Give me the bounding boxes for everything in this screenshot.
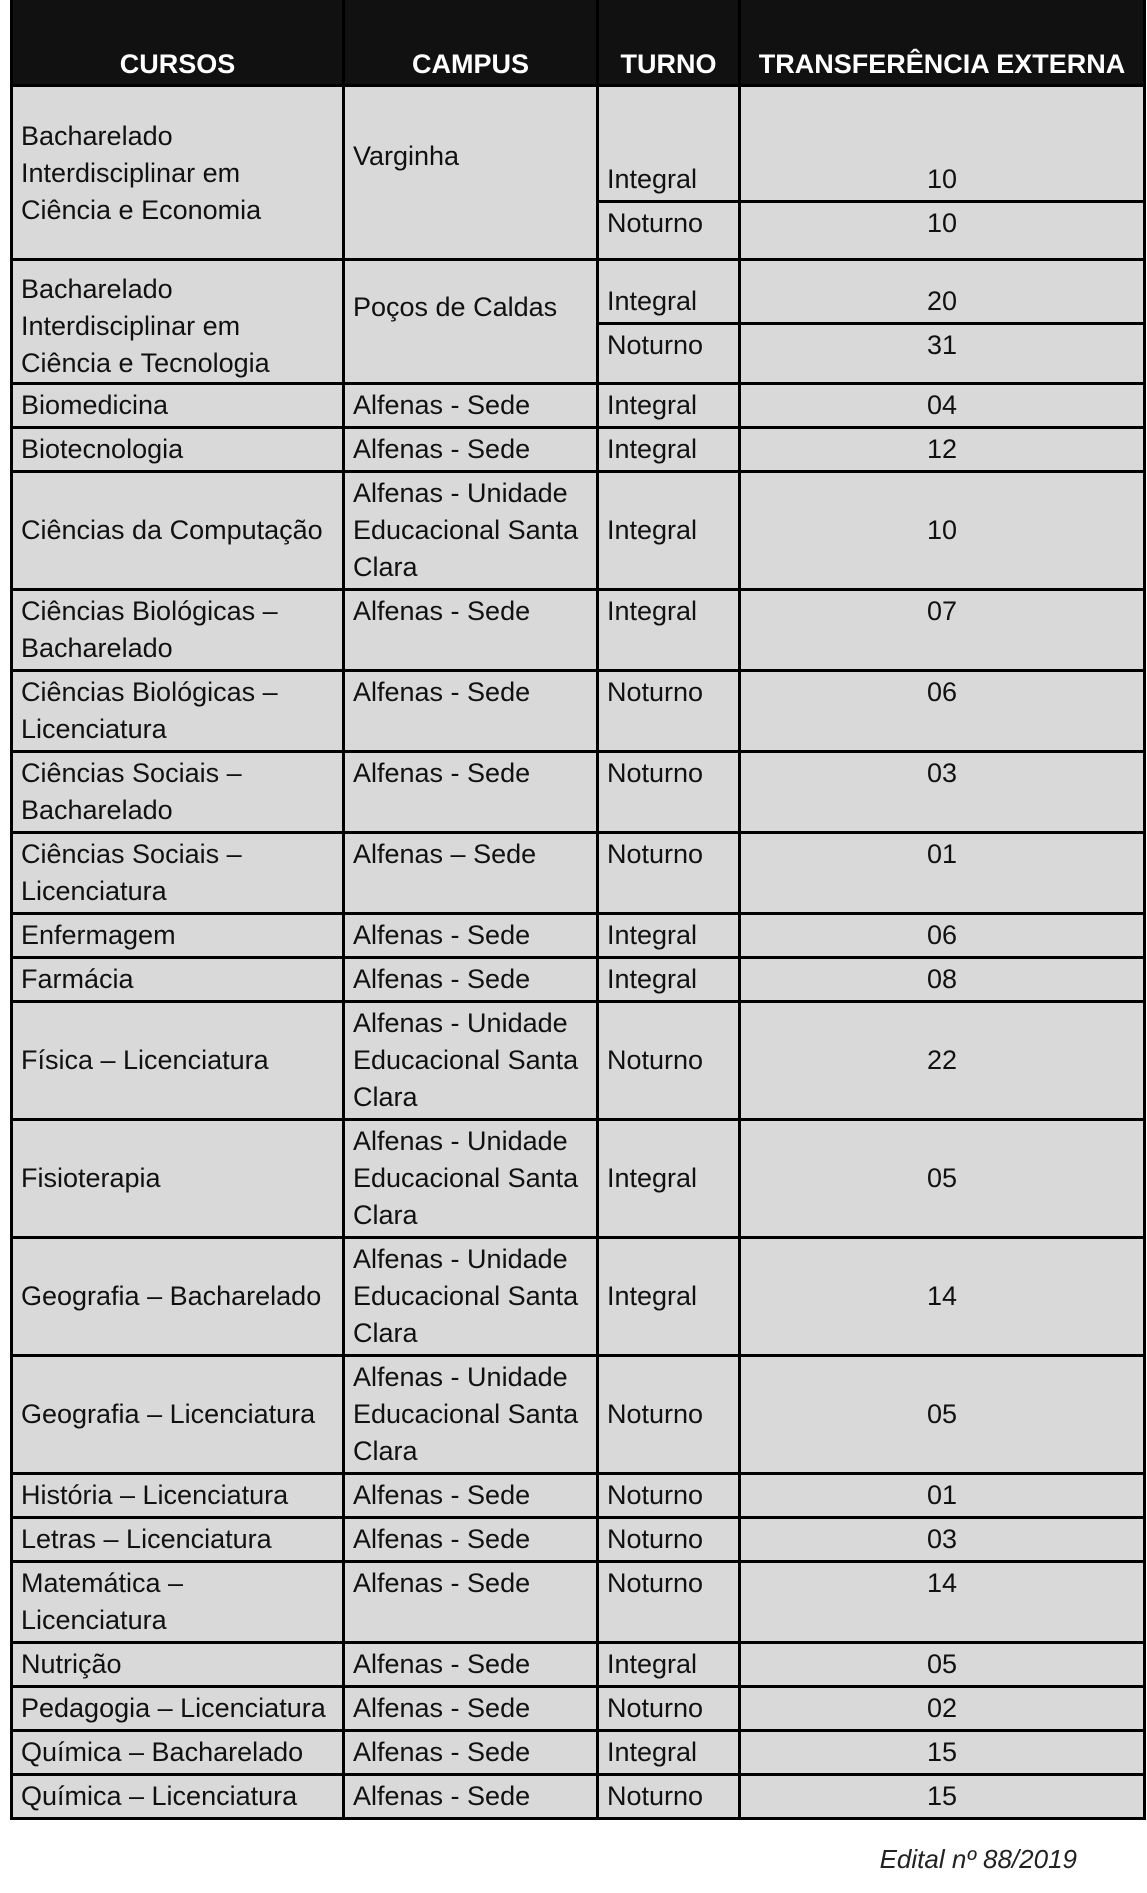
table-row [12, 86, 1145, 202]
campus-cell: Alfenas - Sede [344, 1731, 598, 1775]
table-row [12, 1643, 1145, 1687]
campus-cell: Alfenas - Sede [344, 1474, 598, 1518]
table-row [12, 752, 1145, 833]
curso-cell: Geografia – Bacharelado [12, 1238, 344, 1356]
vagas-cell: 03 [740, 752, 1145, 833]
vagas-cell: 14 [740, 1238, 1145, 1356]
vagas-cell: 15 [740, 1775, 1145, 1819]
curso-cell: Biomedicina [12, 384, 344, 428]
table-row [12, 1687, 1145, 1731]
curso-cell: Ciências Biológicas – Bacharelado [12, 590, 344, 671]
curso-cell: Letras – Licenciatura [12, 1518, 344, 1562]
campus-cell: Alfenas - Sede [344, 1562, 598, 1643]
campus-cell: Alfenas - Sede [344, 958, 598, 1002]
campus-cell: Alfenas - Unidade Educacional Santa Clara [344, 1002, 598, 1120]
turno-cell: Noturno [598, 833, 740, 914]
table-row [12, 1562, 1145, 1643]
vagas-cell: 31 [740, 324, 1145, 384]
vagas-cell: 05 [740, 1356, 1145, 1474]
table-row [12, 833, 1145, 914]
turno-cell: Noturno [598, 1474, 740, 1518]
curso-cell: Química – Licenciatura [12, 1775, 344, 1819]
turno-cell: Integral [598, 1643, 740, 1687]
vagas-cell: 10 [740, 86, 1145, 202]
turno-cell: Noturno [598, 1687, 740, 1731]
vagas-cell: 06 [740, 914, 1145, 958]
curso-cell: Fisioterapia [12, 1120, 344, 1238]
table-row [12, 671, 1145, 752]
campus-cell: Alfenas - Unidade Educacional Santa Clara [344, 1120, 598, 1238]
table-row [12, 1731, 1145, 1775]
vagas-cell: 10 [740, 472, 1145, 590]
turno-cell: Noturno [598, 1002, 740, 1120]
vagas-cell: 12 [740, 428, 1145, 472]
table-row [12, 1120, 1145, 1238]
campus-cell: Alfenas - Unidade Educacional Santa Clara [344, 1356, 598, 1474]
vagas-cell: 20 [740, 260, 1145, 324]
vagas-cell: 05 [740, 1120, 1145, 1238]
curso-cell: Ciências Biológicas – Licenciatura [12, 671, 344, 752]
turno-cell: Noturno [598, 202, 740, 260]
turno-cell: Integral [598, 384, 740, 428]
table-row [12, 1474, 1145, 1518]
turno-cell: Integral [598, 86, 740, 202]
vagas-cell: 07 [740, 590, 1145, 671]
vagas-cell: 22 [740, 1002, 1145, 1120]
curso-cell: Física – Licenciatura [12, 1002, 344, 1120]
header-turno: TURNO [598, 0, 740, 86]
turno-cell: Integral [598, 590, 740, 671]
curso-cell: Química – Bacharelado [12, 1731, 344, 1775]
campus-cell: Alfenas - Sede [344, 384, 598, 428]
turno-cell: Noturno [598, 671, 740, 752]
turno-cell: Integral [598, 1120, 740, 1238]
turno-cell: Integral [598, 260, 740, 324]
curso-cell: Farmácia [12, 958, 344, 1002]
turno-cell: Noturno [598, 324, 740, 384]
turno-cell: Noturno [598, 752, 740, 833]
vagas-cell: 02 [740, 1687, 1145, 1731]
vagas-cell: 04 [740, 384, 1145, 428]
vagas-cell: 01 [740, 1474, 1145, 1518]
turno-cell: Noturno [598, 1518, 740, 1562]
campus-cell: Alfenas - Sede [344, 671, 598, 752]
header-cursos: CURSOS [12, 0, 344, 86]
curso-cell: Ciências Sociais – Licenciatura [12, 833, 344, 914]
campus-cell: Alfenas - Sede [344, 914, 598, 958]
curso-cell: Pedagogia – Licenciatura [12, 1687, 344, 1731]
table-row [12, 428, 1145, 472]
turno-cell: Noturno [598, 1356, 740, 1474]
edital-footer: Edital nº 88/2019 [879, 1844, 1077, 1874]
vagas-cell: 06 [740, 671, 1145, 752]
campus-cell: Alfenas - Sede [344, 1687, 598, 1731]
campus-cell: Alfenas - Sede [344, 1643, 598, 1687]
table-row [12, 1238, 1145, 1356]
campus-cell: Alfenas - Sede [344, 590, 598, 671]
turno-cell: Integral [598, 1731, 740, 1775]
turno-cell: Integral [598, 958, 740, 1002]
vacancy-table [10, 0, 1146, 1820]
table-row [12, 1356, 1145, 1474]
vagas-cell: 08 [740, 958, 1145, 1002]
turno-cell: Integral [598, 914, 740, 958]
curso-cell: Matemática – Licenciatura [12, 1562, 344, 1643]
table-row [12, 958, 1145, 1002]
curso-cell: Ciências da Computação [12, 472, 344, 590]
table-row [12, 472, 1145, 590]
curso-cell: Ciências Sociais – Bacharelado [12, 752, 344, 833]
turno-cell: Integral [598, 428, 740, 472]
curso-cell: Nutrição [12, 1643, 344, 1687]
vagas-cell: 03 [740, 1518, 1145, 1562]
turno-cell: Integral [598, 1238, 740, 1356]
turno-cell: Integral [598, 472, 740, 590]
vagas-cell: 14 [740, 1562, 1145, 1643]
campus-cell: Alfenas - Sede [344, 1518, 598, 1562]
table-row [12, 914, 1145, 958]
table-row [12, 260, 1145, 324]
header-row [12, 0, 1145, 86]
table-row [12, 1518, 1145, 1562]
vagas-cell: 01 [740, 833, 1145, 914]
table-row [12, 1002, 1145, 1120]
header-transferencia: TRANSFERÊNCIA EXTERNA [740, 0, 1145, 86]
vagas-cell: 05 [740, 1643, 1145, 1687]
campus-cell: Alfenas - Unidade Educacional Santa Clara [344, 472, 598, 590]
vagas-cell: 15 [740, 1731, 1145, 1775]
curso-cell: Geografia – Licenciatura [12, 1356, 344, 1474]
campus-cell: Alfenas - Sede [344, 1775, 598, 1819]
campus-cell: Alfenas – Sede [344, 833, 598, 914]
vagas-cell: 10 [740, 202, 1145, 260]
curso-cell: Bacharelado Interdisciplinar em Ciência e Economia [12, 86, 344, 260]
table-row [12, 590, 1145, 671]
campus-cell: Alfenas - Unidade Educacional Santa Clara [344, 1238, 598, 1356]
campus-cell: Alfenas - Sede [344, 428, 598, 472]
curso-cell: Bacharelado Interdisciplinar em Ciência e Tecnologia [12, 260, 344, 384]
campus-cell: Alfenas - Sede [344, 752, 598, 833]
curso-cell: Enfermagem [12, 914, 344, 958]
turno-cell: Noturno [598, 1775, 740, 1819]
table-row [12, 1775, 1145, 1819]
curso-cell: História – Licenciatura [12, 1474, 344, 1518]
campus-cell: Varginha [344, 86, 598, 260]
campus-cell: Poços de Caldas [344, 260, 598, 384]
curso-cell: Biotecnologia [12, 428, 344, 472]
table-row [12, 384, 1145, 428]
header-campus: CAMPUS [344, 0, 598, 86]
turno-cell: Noturno [598, 1562, 740, 1643]
